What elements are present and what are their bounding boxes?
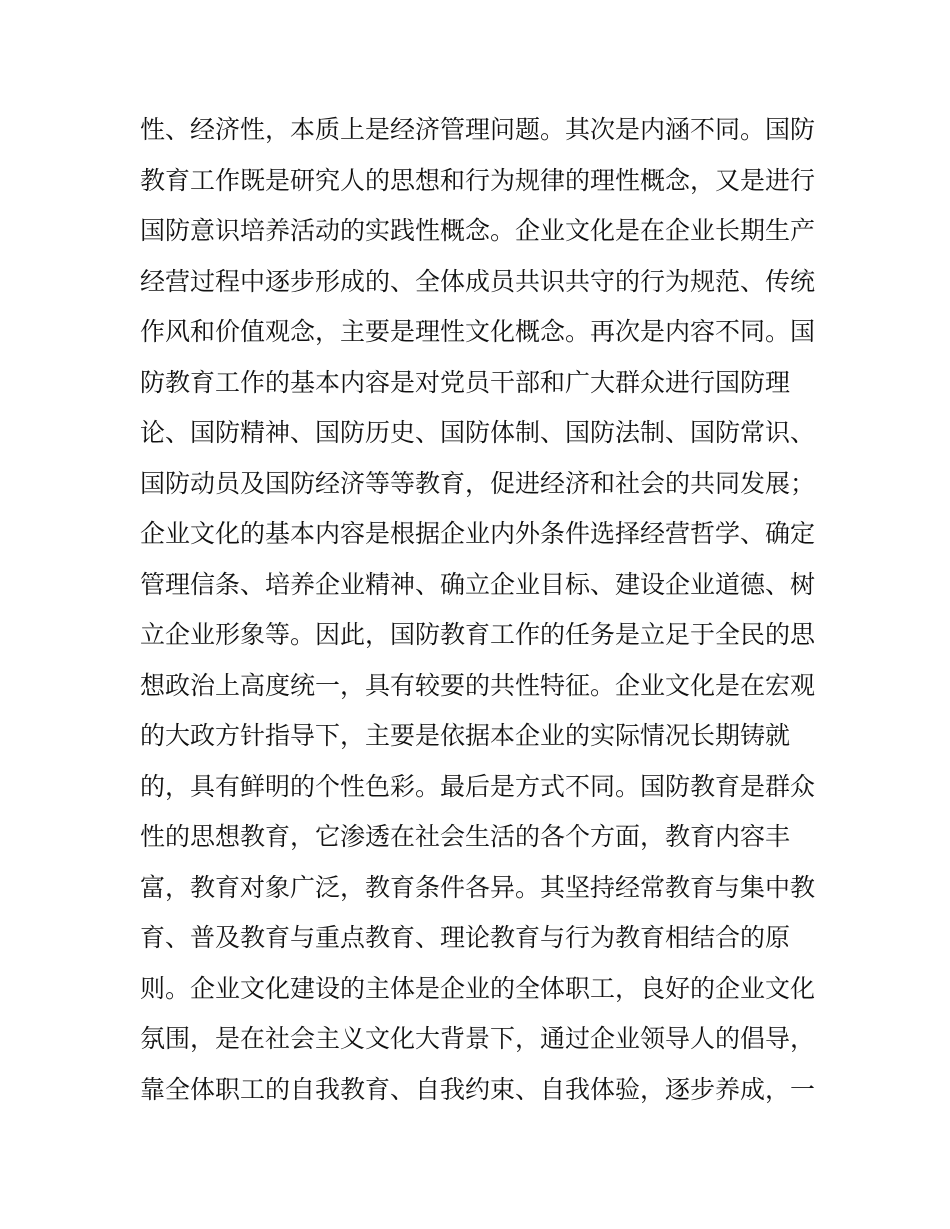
text-line: 性、经济性，本质上是经济管理问题。其次是内涵不同。国防 <box>140 115 816 144</box>
text-line: 靠全体职工的自我教育、自我约束、自我体验，逐步养成，一 <box>140 1074 816 1104</box>
text-line: 的，具有鲜明的个性色彩。最后是方式不同。国防教育是群众 <box>140 771 816 801</box>
text-line: 防教育工作的基本内容是对党员干部和广大群众进行国防理 <box>140 367 791 397</box>
text-line: 则。企业文化建设的主体是企业的全体职工，良好的企业文化 <box>140 973 816 1003</box>
body-text <box>140 105 830 1115</box>
text-line: 企业文化的基本内容是根据企业内外条件选择经营哲学、确定 <box>140 519 816 548</box>
text-line: 国防动员及国防经济等等教育，促进经济和社会的共同发展； <box>140 468 816 498</box>
text-line: 育、普及教育与重点教育、理论教育与行为教育相结合的原 <box>140 923 791 952</box>
text-line: 管理信条、培养企业精神、确立企业目标、建设企业道德、树 <box>140 569 816 599</box>
text-line: 富，教育对象广泛，教育条件各异。其坚持经常教育与集中教 <box>140 872 816 902</box>
text-line: 作风和价值观念，主要是理性文化概念。再次是内容不同。国 <box>140 317 816 346</box>
text-line: 立企业形象等。因此，国防教育工作的任务是立足于全民的思 <box>140 620 816 649</box>
text-line: 国防意识培养活动的实践性概念。企业文化是在企业长期生产 <box>140 216 816 245</box>
text-line: 性的思想教育，它渗透在社会生活的各个方面，教育内容丰 <box>140 822 791 851</box>
text-line: 教育工作既是研究人的思想和行为规律的理性概念，又是进行 <box>140 165 816 195</box>
text-line: 氛围，是在社会主义文化大背景下，通过企业领导人的倡导， <box>140 1024 816 1053</box>
text-line: 经营过程中逐步形成的、全体成员共识共守的行为规范、传统 <box>140 266 816 296</box>
text-line: 论、国防精神、国防历史、国防体制、国防法制、国防常识、 <box>140 418 816 447</box>
text-line: 的大政方针指导下，主要是依据本企业的实际情况长期铸就 <box>140 721 791 750</box>
text-line: 想政治上高度统一，具有较要的共性特征。企业文化是在宏观 <box>140 670 816 700</box>
